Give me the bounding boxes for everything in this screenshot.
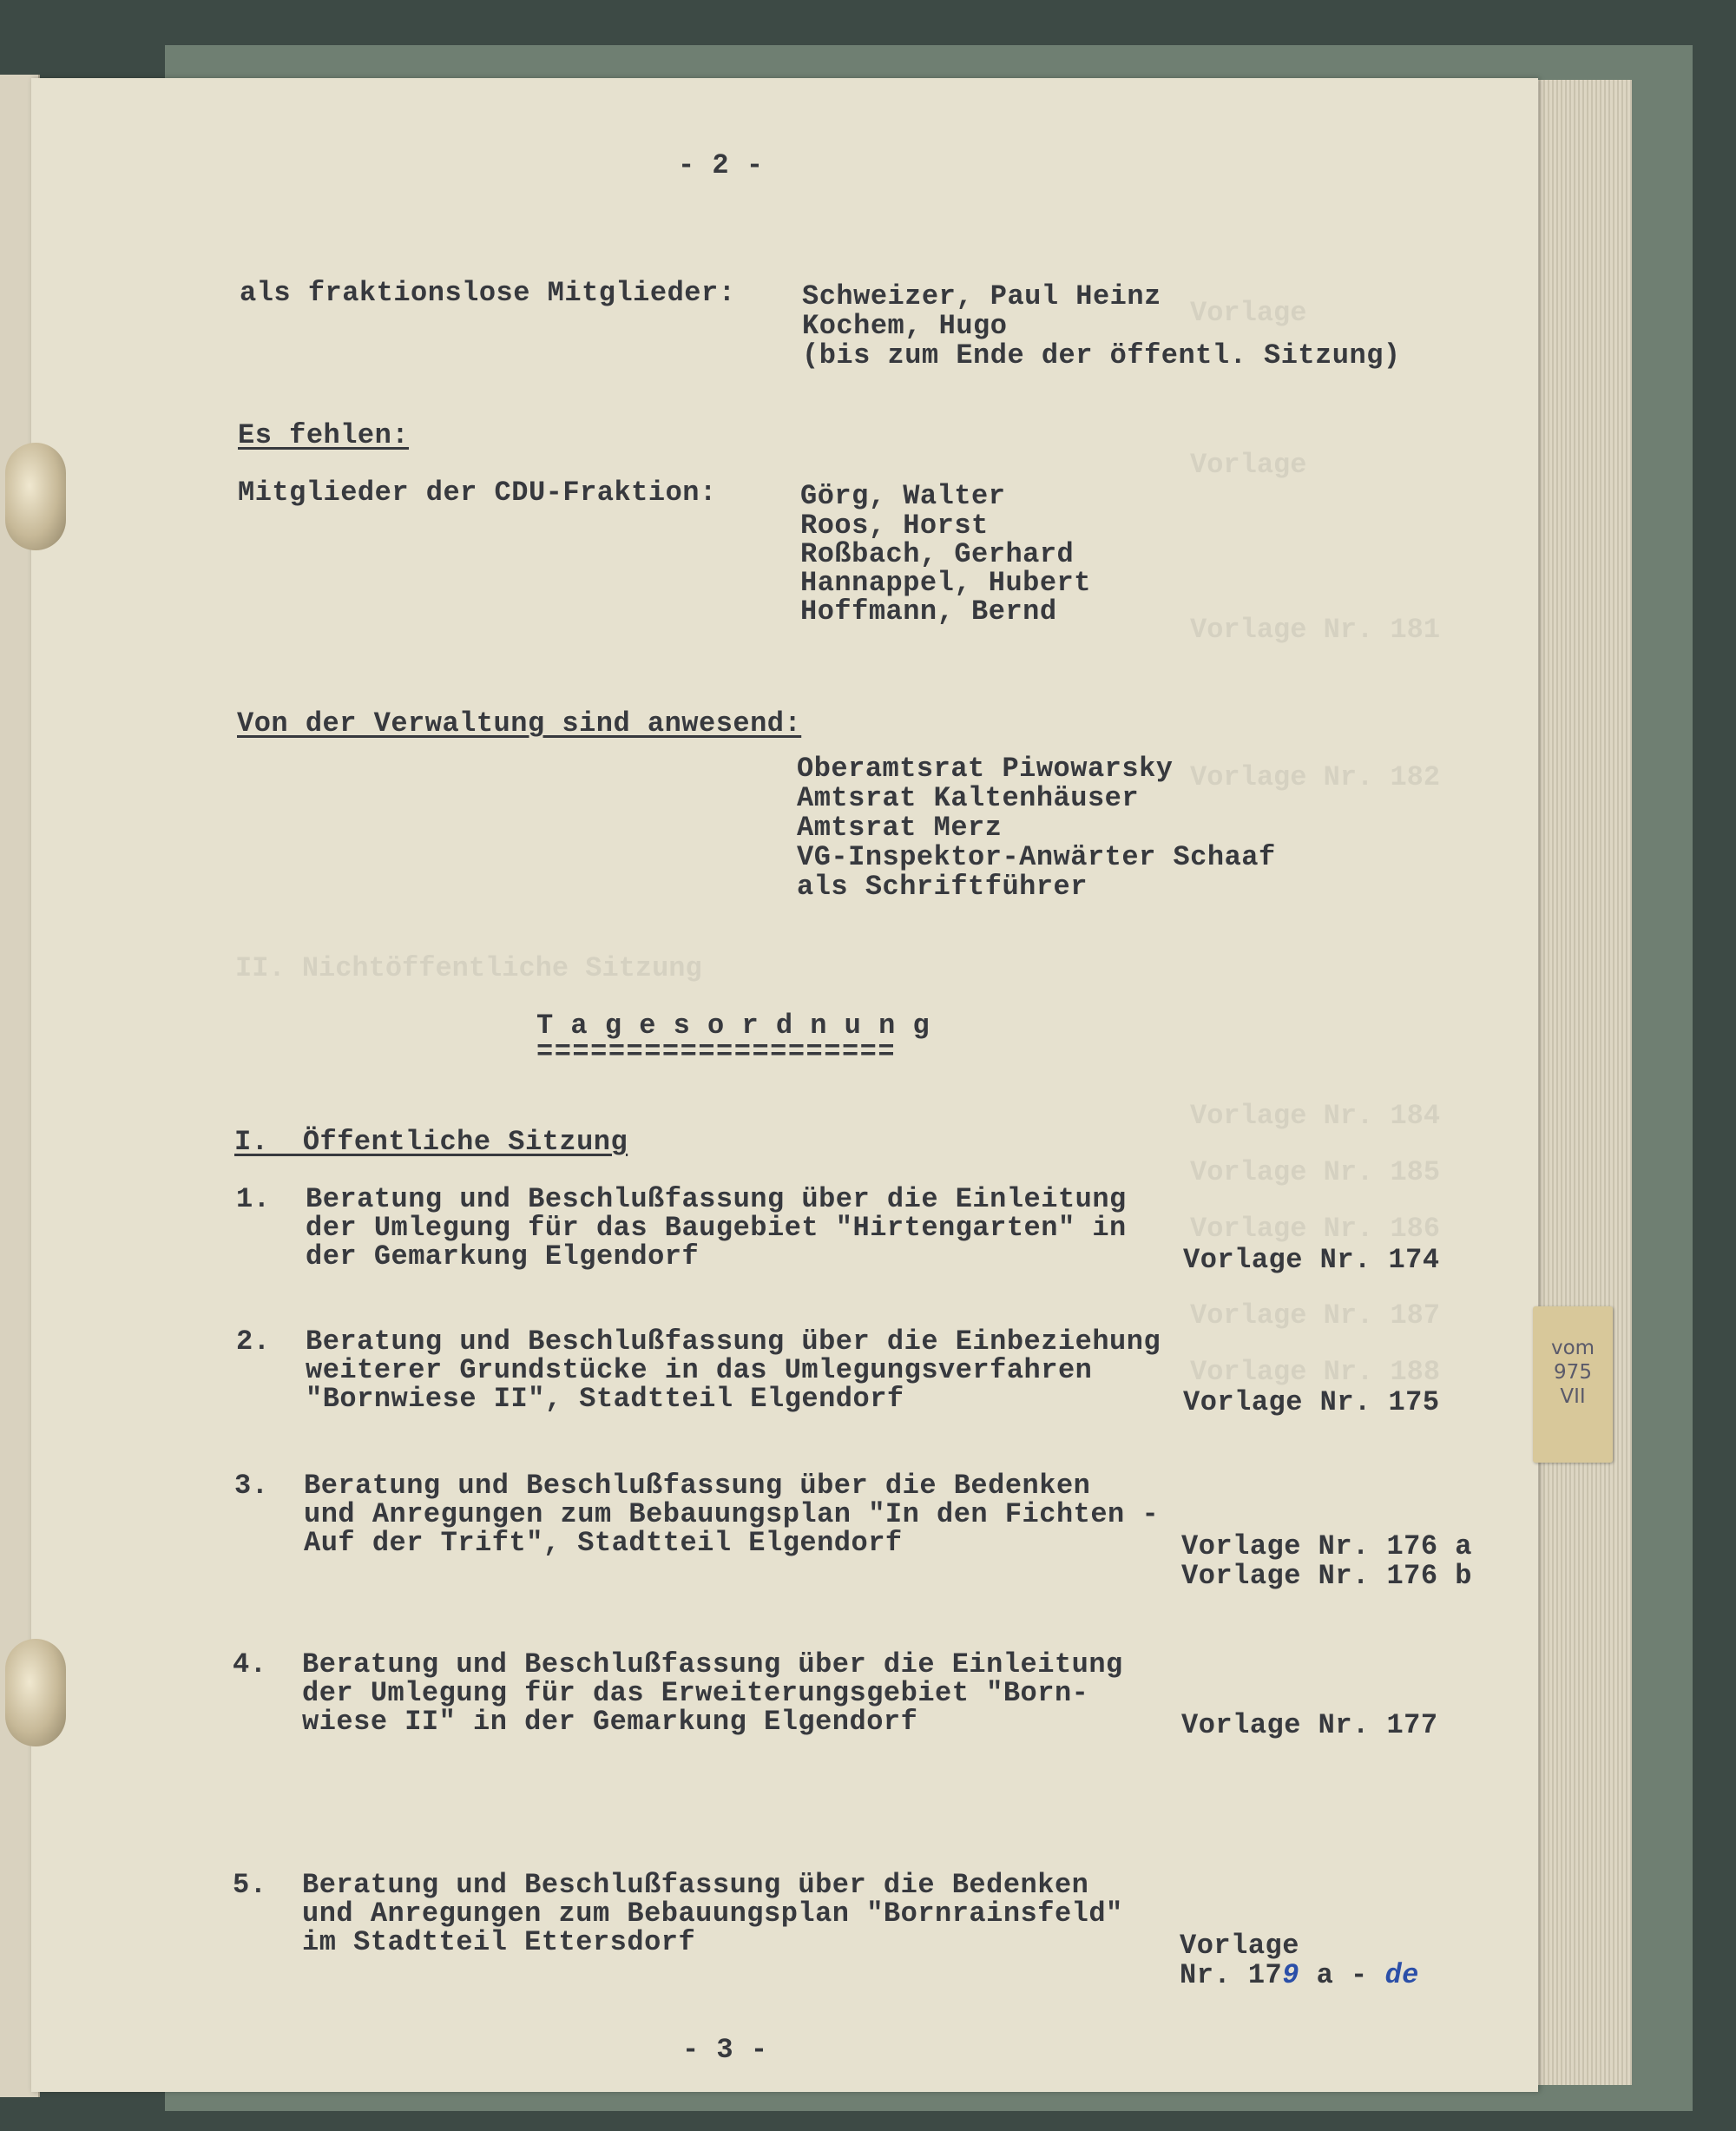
cdu-member-name: Roßbach, Gerhard bbox=[800, 538, 1075, 570]
agenda-item-number: 5. bbox=[233, 1869, 267, 1901]
vorlage-suffix: a - bbox=[1299, 1959, 1385, 1991]
show-through-text: Vorlage Nr. 184 bbox=[1190, 1100, 1441, 1132]
verwaltung-heading: Von der Verwaltung sind anwesend: bbox=[237, 707, 802, 740]
tab-label-line: VII bbox=[1560, 1385, 1586, 1408]
agenda-item-number: 3. bbox=[234, 1470, 269, 1502]
vorlage-reference: Vorlage bbox=[1180, 1930, 1299, 1962]
show-through-text: Vorlage Nr. 188 bbox=[1190, 1356, 1441, 1388]
verwaltung-name: Oberamtsrat Piwowarsky bbox=[797, 753, 1174, 785]
agenda-item-text: weiterer Grundstücke in das Umlegungsverfahren bbox=[306, 1354, 1093, 1386]
agenda-item-text: Beratung und Beschlußfassung über die Bedenken bbox=[304, 1470, 1091, 1502]
agenda-item-text: und Anregungen zum Bebauungsplan "Bornrainsfeld" bbox=[302, 1898, 1123, 1930]
show-through-text: Vorlage Nr. 182 bbox=[1190, 761, 1441, 793]
vorlage-reference: Vorlage Nr. 177 bbox=[1181, 1709, 1438, 1741]
agenda-item-text: wiese II" in der Gemarkung Elgendorf bbox=[302, 1706, 918, 1738]
agenda-item-text: der Umlegung für das Erweiterungsgebiet "Born- bbox=[302, 1677, 1089, 1709]
cdu-member-name: Hannappel, Hubert bbox=[800, 567, 1091, 599]
vorlage-reference: Vorlage Nr. 176 b bbox=[1181, 1560, 1472, 1592]
index-tab bbox=[1533, 1306, 1613, 1463]
agenda-item-text: Beratung und Beschlußfassung über die Einleitung bbox=[302, 1648, 1123, 1680]
section-title: I. Öffentliche Sitzung bbox=[234, 1126, 628, 1158]
show-through-text: Vorlage Nr. 185 bbox=[1190, 1156, 1441, 1188]
es-fehlen-heading: Es fehlen: bbox=[238, 419, 410, 451]
show-through-text: Vorlage Nr. 181 bbox=[1190, 614, 1441, 646]
page-number-top: - 2 - bbox=[678, 149, 764, 181]
cdu-fraktion-label: Mitglieder der CDU-Fraktion: bbox=[238, 477, 717, 509]
show-through-text: Vorlage Nr. 187 bbox=[1190, 1299, 1441, 1332]
agenda-item-text: und Anregungen zum Bebauungsplan "In den Fichten - bbox=[304, 1498, 1160, 1530]
vorlage-reference: Vorlage Nr. 176 a bbox=[1181, 1530, 1472, 1562]
show-through-text: Vorlage bbox=[1190, 297, 1307, 329]
tab-label-line: 975 bbox=[1554, 1361, 1592, 1384]
vorlage-prefix: Nr. 17 bbox=[1180, 1959, 1283, 1991]
tagesordnung-rule: ==================== bbox=[536, 1036, 897, 1068]
agenda-item-text: "Bornwiese II", Stadtteil Elgendorf bbox=[306, 1383, 904, 1415]
verwaltung-name: Amtsrat Merz bbox=[797, 812, 1003, 844]
verwaltung-name: VG-Inspektor-Anwärter Schaaf bbox=[797, 841, 1276, 873]
verwaltung-name: Amtsrat Kaltenhäuser bbox=[797, 782, 1140, 814]
agenda-item-number: 4. bbox=[233, 1648, 267, 1680]
tab-label-line: vom bbox=[1550, 1337, 1595, 1359]
agenda-item-text: der Gemarkung Elgendorf bbox=[306, 1240, 700, 1273]
show-through-text: Vorlage bbox=[1190, 449, 1307, 481]
handwritten-correction: 9 bbox=[1282, 1959, 1299, 1991]
agenda-item-number: 1. bbox=[236, 1183, 271, 1215]
cdu-member-name: Görg, Walter bbox=[800, 480, 1006, 512]
fraktionslos-label: als fraktionslose Mitglieder: bbox=[240, 277, 736, 309]
fraktionslos-name: Kochem, Hugo bbox=[802, 310, 1008, 342]
agenda-item-text: Auf der Trift", Stadtteil Elgendorf bbox=[304, 1527, 903, 1559]
vorlage-reference-handcorrected bbox=[1180, 1959, 1419, 1991]
fraktionslos-name: Schweizer, Paul Heinz bbox=[802, 280, 1161, 312]
handwritten-correction: de bbox=[1384, 1959, 1419, 1991]
agenda-item-text: Beratung und Beschlußfassung über die Einleitung bbox=[306, 1183, 1127, 1215]
show-through-text: II. Nichtöffentliche Sitzung bbox=[235, 952, 702, 984]
binder-ring bbox=[5, 1639, 66, 1746]
verwaltung-name: als Schriftführer bbox=[797, 871, 1088, 903]
page-number-bottom: - 3 - bbox=[682, 2034, 768, 2066]
agenda-item-text: im Stadtteil Ettersdorf bbox=[302, 1926, 696, 1958]
agenda-item-number: 2. bbox=[236, 1325, 271, 1358]
show-through-text: Vorlage Nr. 186 bbox=[1190, 1213, 1441, 1245]
vorlage-reference: Vorlage Nr. 174 bbox=[1183, 1244, 1440, 1276]
fraktionslos-name: (bis zum Ende der öffentl. Sitzung) bbox=[802, 339, 1401, 372]
vorlage-reference: Vorlage Nr. 175 bbox=[1183, 1386, 1440, 1418]
agenda-item-text: Beratung und Beschlußfassung über die Einbeziehung bbox=[306, 1325, 1161, 1358]
agenda-item-text: Beratung und Beschlußfassung über die Bedenken bbox=[302, 1869, 1089, 1901]
document-page bbox=[31, 78, 1538, 2092]
cdu-member-name: Roos, Horst bbox=[800, 510, 989, 542]
tagesordnung-title: T a g e s o r d n u n g bbox=[536, 1010, 930, 1042]
cdu-member-name: Hoffmann, Bernd bbox=[800, 595, 1057, 628]
agenda-item-text: der Umlegung für das Baugebiet "Hirtengarten" in bbox=[306, 1212, 1127, 1244]
binder-ring bbox=[5, 443, 66, 550]
